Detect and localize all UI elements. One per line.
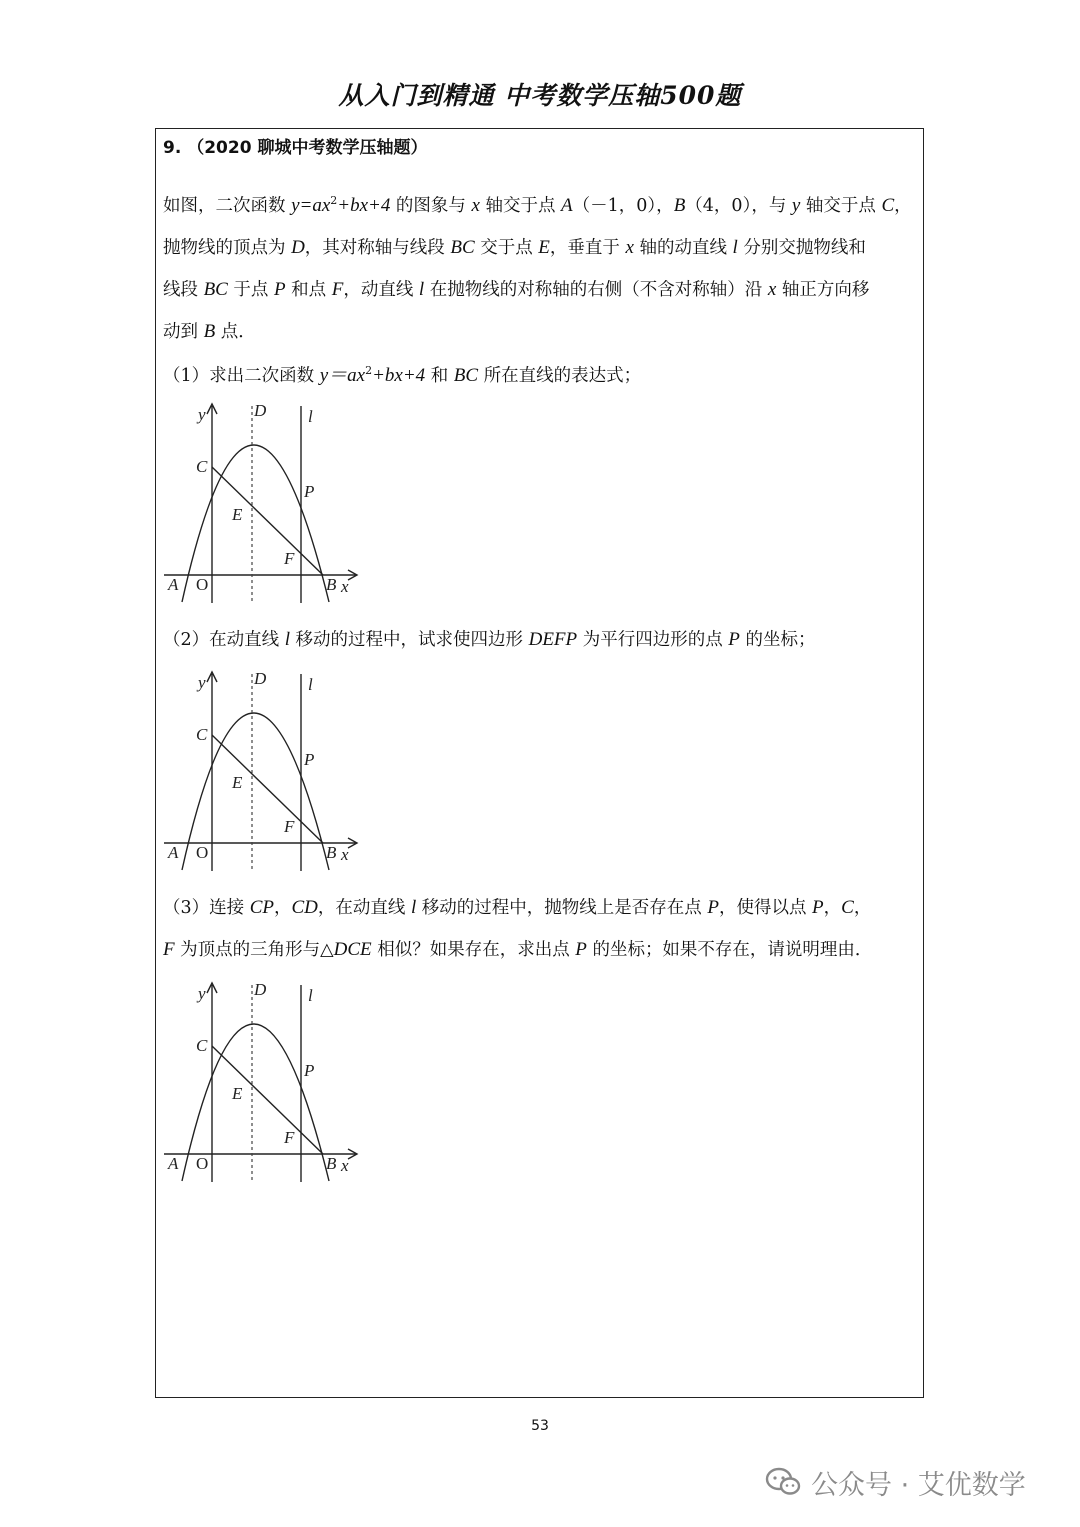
label-a: A bbox=[168, 575, 179, 594]
watermark-text: 公众号 · 艾优数学 bbox=[811, 1469, 1026, 1501]
part-3-line-2: F 为顶点的三角形与△DCE 相似？如果存在，求出点 P 的坐标；如果不存在，请说明理由． bbox=[163, 939, 873, 960]
page-header-title: 从入门到精通 中考数学压轴500题 bbox=[338, 81, 742, 110]
label-b: B bbox=[326, 843, 337, 862]
label-b: B bbox=[326, 575, 337, 594]
label-o: O bbox=[196, 575, 209, 594]
label-e: E bbox=[232, 1084, 243, 1103]
question-stem bbox=[163, 180, 918, 353]
label-x: x bbox=[341, 845, 349, 864]
label-c: C bbox=[196, 1036, 208, 1055]
watermark bbox=[765, 1462, 1026, 1502]
part-3-text bbox=[163, 887, 918, 971]
label-p: P bbox=[304, 1061, 315, 1080]
stem-line-4: 动到 B 点． bbox=[163, 320, 256, 342]
label-d: D bbox=[254, 401, 267, 420]
part-2-text: （2）在动直线 l 移动的过程中，试求使四边形 DEFP 为平行四边形的点 P 的坐标； bbox=[163, 629, 816, 650]
part-3-line-1: （3）连接 CP，CD，在动直线 l 移动的过程中，抛物线上是否存在点 P，使得以点 P，C， bbox=[163, 897, 872, 918]
stem-line-3: 线段 BC 于点 P 和点 F，动直线 l 在抛物线的对称轴的右侧（不含对称轴）沿 x 轴正方向移 bbox=[163, 278, 870, 300]
label-c: C bbox=[196, 725, 208, 744]
label-a: A bbox=[168, 843, 179, 862]
label-o: O bbox=[196, 1154, 209, 1173]
stem-line-1: 如图，二次函数 $y=ax^2+bx+4$ 的图象与 x 轴交于点 A（－1，0），B（4，0），与 y 轴交于点 C， bbox=[163, 194, 912, 216]
label-l: l bbox=[308, 675, 313, 694]
label-d: D bbox=[254, 669, 267, 688]
label-l: l bbox=[308, 407, 313, 426]
label-a: A bbox=[168, 1154, 179, 1173]
figure-3 bbox=[160, 977, 370, 1187]
question-title: 9. （2020 聊城中考数学压轴题） bbox=[163, 138, 428, 158]
label-x: x bbox=[341, 577, 349, 596]
label-p: P bbox=[304, 750, 315, 769]
label-y: y bbox=[198, 405, 206, 424]
part-1-text: （1）求出二次函数 $y=ax^2+bx+4$ 和 BC 所在直线的表达式； bbox=[163, 364, 642, 386]
page-number: 53 bbox=[531, 1418, 549, 1434]
label-e: E bbox=[232, 773, 243, 792]
figure-2 bbox=[160, 666, 370, 876]
label-f: F bbox=[284, 817, 295, 836]
label-e: E bbox=[232, 505, 243, 524]
label-p: P bbox=[304, 482, 315, 501]
label-l: l bbox=[308, 986, 313, 1005]
label-f: F bbox=[284, 1128, 295, 1147]
label-y: y bbox=[198, 984, 206, 1003]
label-b: B bbox=[326, 1154, 337, 1173]
label-x: x bbox=[341, 1156, 349, 1175]
label-c: C bbox=[196, 457, 208, 476]
label-y: y bbox=[198, 673, 206, 692]
figure-1 bbox=[160, 398, 370, 608]
label-o: O bbox=[196, 843, 209, 862]
label-d: D bbox=[254, 980, 267, 999]
label-f: F bbox=[284, 549, 295, 568]
wechat-icon bbox=[765, 1467, 801, 1497]
stem-line-2: 抛物线的顶点为 D，其对称轴与线段 BC 交于点 E，垂直于 x 轴的动直线 l 分别交抛物线和 bbox=[163, 236, 866, 258]
